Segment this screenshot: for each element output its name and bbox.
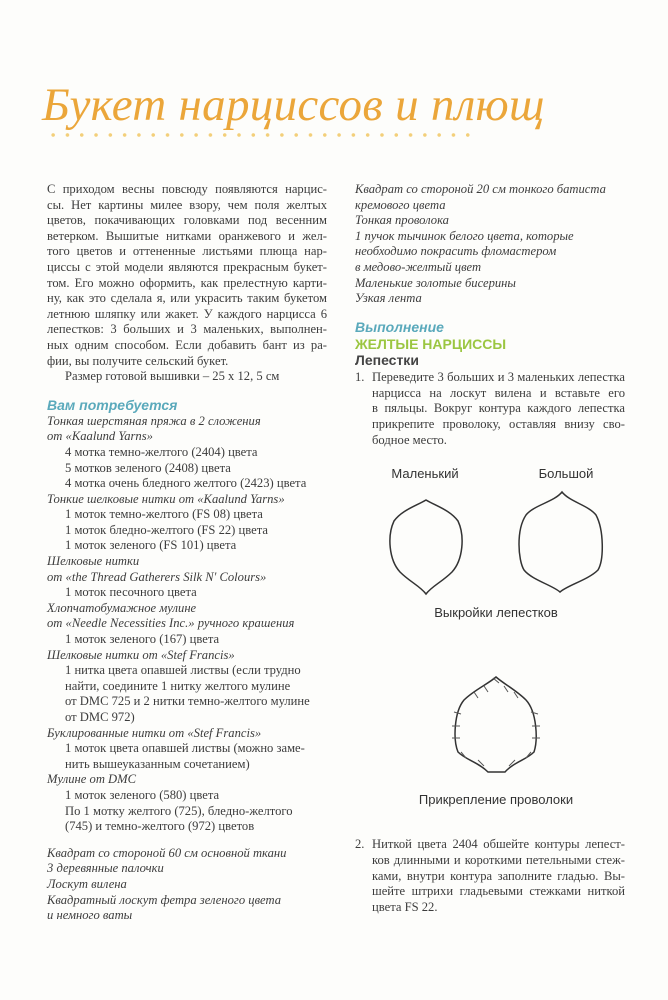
material-source: Лоскут вилена <box>47 876 127 891</box>
step-line: ками, внутри контура заполните гладью. Вы- <box>372 868 625 883</box>
material-source: Хлопчатобумажное мулине <box>47 600 197 615</box>
step-line: ков длинными и короткими петельными стеж- <box>372 852 625 867</box>
material-source: 3 деревянные палочки <box>47 861 164 876</box>
material-item: 1 моток зеленого (580) цвета <box>65 787 220 802</box>
material-item: кремового цвета <box>355 197 446 212</box>
step-line: прикрепите проволоку, оставляя внизу сво- <box>372 417 625 432</box>
material-source: от «the Thread Gatherers Silk N' Colours» <box>47 569 267 584</box>
material-item: 4 мотка очень бледного желтого (2423) цвета <box>65 476 307 491</box>
intro-line: ну, как это сделала я, или украсить таким букетом <box>47 291 327 306</box>
intro-line: сы. Нет картины милее взору, чем поля желтых <box>47 197 327 212</box>
intro-line: С приходом весны повсюду появляются нарцис- <box>47 182 327 196</box>
material-item: 1 моток темно-желтого (FS 08) цвета <box>65 507 263 522</box>
material-source: Шелковые нитки от «Stef Francis» <box>47 647 235 662</box>
instructions-heading: Выполнение <box>355 318 444 335</box>
large-petal-shape <box>519 492 602 592</box>
materials-heading: Вам потребуется <box>47 396 178 413</box>
step-line: Переведите 3 больших и 3 маленьких лепестка <box>372 369 625 384</box>
wire-stitch-marks <box>452 678 540 766</box>
material-item: 4 мотка темно-желтого (2404) цвета <box>65 444 258 459</box>
material-item: 1 моток зеленого (167) цвета <box>65 632 220 647</box>
step-line: нарцисса на лоскут вилена и вставьте его <box>372 385 625 400</box>
material-item: 1 моток цвета опавшей листвы (можно заме- <box>65 741 305 756</box>
material-item: 1 пучок тычинок белого цвета, которые <box>355 228 574 243</box>
material-item: необходимо покрасить фломастером <box>355 244 557 259</box>
patterns-caption: Выкройки лепестков <box>434 605 558 620</box>
material-source: Тонкая шерстяная пряжа в 2 сложения <box>47 413 261 428</box>
intro-line: цветов, покачивающих головками под весенним <box>47 213 327 228</box>
material-item: 1 моток зеленого (FS 101) цвета <box>65 538 237 553</box>
material-source: Мулине от DMC <box>47 772 137 787</box>
material-item: 1 моток песочного цвета <box>65 585 197 600</box>
wire-caption: Прикрепление проволоки <box>418 792 574 807</box>
step-number: 1. <box>355 369 365 384</box>
material-item: 5 мотков зеленого (2408) цвета <box>65 460 231 475</box>
step-line: цвета FS 22. <box>372 900 438 915</box>
material-source: Квадрат со стороной 60 см основной ткани <box>47 845 287 860</box>
material-source: от «Kaalund Yarns» <box>47 429 153 444</box>
intro-line: ных одним способом. Если добавить бант из ра- <box>47 337 327 352</box>
material-source: Тонкие шелковые нитки от «Kaalund Yarns» <box>47 491 285 506</box>
step-line: шейте штрихи гладьевыми стежками ниткой <box>372 884 625 899</box>
material-item: 1 моток бледно-желтого (FS 22) цвета <box>65 522 268 537</box>
material-item: от DMC 725 и 2 нитки темно-желтого мулине <box>65 694 310 709</box>
small-petal-shape <box>390 500 462 594</box>
material-item: По 1 мотку желтого (725), бледно-желтого <box>65 803 293 818</box>
page-title: Букет нарциссов и плющ <box>42 79 545 131</box>
wired-petal-shape <box>455 677 536 772</box>
material-item: Квадрат со стороной 20 см тонкого батиста <box>355 182 606 196</box>
material-item: 1 нитка цвета опавшей листвы (если трудно <box>65 663 301 678</box>
material-item: Тонкая проволока <box>355 213 449 228</box>
material-source: Буклированные нитки от «Stef Francis» <box>47 725 262 740</box>
size-line: Размер готовой вышивки – 25 х 12, 5 см <box>65 369 280 384</box>
intro-line: летнюю шляпку или жакет. У каждого нарцисса 6 <box>47 306 327 321</box>
intro-line: том. Его можно оформить, как прелестную карти- <box>47 275 327 290</box>
material-item: в медово-желтый цвет <box>355 259 482 274</box>
material-item: от DMC 972) <box>65 710 135 724</box>
material-item: (745) и темно-желтого (972) цветов <box>65 819 255 834</box>
material-source: Шелковые нитки <box>47 554 140 569</box>
intro-line: циссы с этой модели являются прекрасным букет- <box>47 259 327 274</box>
step-line: Ниткой цвета 2404 обшейте контуры лепест- <box>372 837 625 851</box>
material-source: Квадратный лоскут фетра зеленого цвета <box>47 892 281 907</box>
intro-line: фии, вы получите сельский букет. <box>47 353 229 368</box>
material-item: Маленькие золотые бисерины <box>355 275 516 290</box>
material-source: от «Needle Necessities Inc.» ручного крашения <box>47 616 295 631</box>
petals-heading: Лепестки <box>355 351 419 368</box>
step-line: в пяльцы. Вокруг контура каждого лепестка <box>372 401 625 416</box>
section-subheading: ЖЕЛТЫЕ НАРЦИССЫ <box>355 335 507 352</box>
step-number: 2. <box>355 837 365 851</box>
small-petal-label: Маленький <box>391 466 459 481</box>
material-item: нить вышеуказанным сочетанием) <box>65 756 250 771</box>
intro-line: лепестков: 3 больших и 3 маленьких, выполнен- <box>47 322 327 337</box>
intro-line: того цветов и оттененные листьями плюща нар- <box>47 244 327 259</box>
intro-line: ветерком. Вышитые нитками оранжевого и жел- <box>47 228 327 243</box>
material-source: и немного ваты <box>47 908 133 923</box>
step-line: бодное место. <box>372 432 447 447</box>
large-petal-label: Большой <box>538 466 594 481</box>
material-item: найти, соедините 1 нитку желтого мулине <box>65 678 291 693</box>
material-item: Узкая лента <box>355 291 422 306</box>
